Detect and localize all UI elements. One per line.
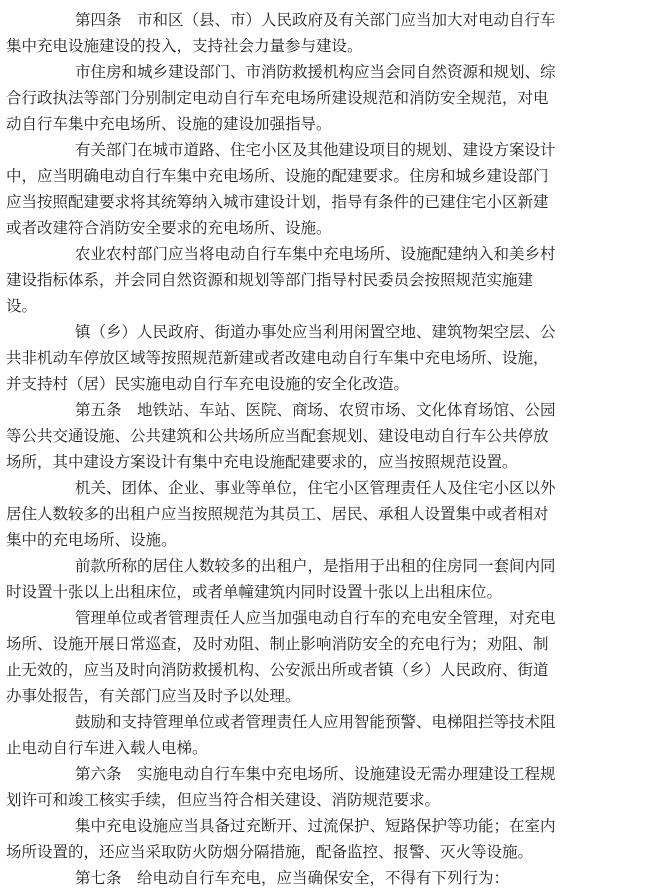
paragraph-line: 市住房和城乡建设部门、市消防救援机构应当会同自然资源和规划、综: [75, 63, 556, 81]
paragraph-line: 场所、设施开展日常巡查，及时劝阻、制止影响消防安全的充电行为；劝阻、制: [6, 635, 549, 653]
paragraph-line: 止无效的，应当及时向消防救援机构、公安派出所或者镇（乡）人民政府、街道: [6, 661, 549, 679]
paragraph-line: 建设指标体系，并会同自然资源和规划等部门指导村民委员会按照规范实施建: [6, 271, 534, 289]
paragraph-line: 场所，其中建设方案设计有集中充电设施配建要求的，应当按照规范设置。: [6, 453, 518, 471]
paragraph-line: 并支持村（居）民实施电动自行车充电设施的安全化改造。: [6, 375, 410, 393]
paragraph-line: 集中的充电场所、设施。: [6, 531, 177, 549]
paragraph-line: 等公共交通设施、公共建筑和公共场所应当配套规划、建设电动自行车公共停放: [6, 427, 549, 445]
watermark-logo: [595, 834, 647, 864]
paragraph-line: 管理单位或者管理责任人应当加强电动自行车的充电安全管理，对充电: [75, 609, 556, 627]
article-7-line-1: 第七条 给电动自行车充电，应当确保安全，不得有下列行为：: [75, 869, 510, 887]
paragraph-line: 机关、团体、企业、事业等单位，住宅小区管理责任人及住宅小区以外: [75, 479, 556, 497]
paragraph-line: 居住人数较多的出租户应当按照规范为其员工、居民、承租人设置集中或者相对: [6, 505, 549, 523]
paragraph-line: 有关部门在城市道路、住宅小区及其他建设项目的规划、建设方案设计: [75, 141, 556, 159]
paragraph-line: 农业农村部门应当将电动自行车集中充电场所、设施配建纳入和美乡村: [75, 245, 556, 263]
paragraph-line: 时设置十张以上出租床位，或者单幢建筑内同时设置十张以上出租床位。: [6, 583, 503, 601]
paragraph-line: 应当按照配建要求将其统筹纳入城市建设计划，指导有条件的已建住宅小区新建: [6, 193, 549, 211]
paragraph-line: 镇（乡）人民政府、街道办事处应当利用闲置空地、建筑物架空层、公: [75, 323, 556, 341]
paragraph-line: 集中充电设施应当具备过充断开、过流保护、短路保护等功能；在室内: [75, 817, 556, 835]
paragraph-line: 场所设置的，还应当采取防火防烟分隔措施，配备监控、报警、灭火等设施。: [6, 843, 534, 861]
article-5-line-1: 第五条 地铁站、车站、医院、商场、农贸市场、文化体育场馆、公园: [75, 401, 556, 419]
paragraph-line: 设。: [6, 297, 38, 315]
paragraph-line: 或者改建符合消防安全要求的充电场所、设施。: [6, 219, 332, 237]
paragraph-line: 前款所称的居住人数较多的出租户，是指用于出租的住房同一套间内同: [75, 557, 556, 575]
paragraph-line: 划许可和竣工核实手续，但应当符合相关建设、消防规范要求。: [6, 791, 441, 809]
paragraph-line: 止电动自行车进入载人电梯。: [6, 739, 208, 757]
article-4-line-1: 第四条 市和区（县、市）人民政府及有关部门应当加大对电动自行车: [75, 11, 556, 29]
paragraph-line: 鼓励和支持管理单位或者管理责任人应用智能预警、电梯阻拦等技术阻: [75, 713, 556, 731]
article-4-line-2: 集中充电设施建设的投入，支持社会力量参与建设。: [6, 37, 363, 55]
paragraph-line: 中，应当明确电动自行车集中充电场所、设施的配建要求。住房和城乡建设部门: [6, 167, 549, 185]
paragraph-line: 共非机动车停放区域等按照规范新建或者改建电动自行车集中充电场所、设施，: [6, 349, 549, 367]
paragraph-line: 动自行车集中充电场所、设施的建设加强指导。: [6, 115, 332, 133]
article-6-line-1: 第六条 实施电动自行车集中充电场所、设施建设无需办理建设工程规: [75, 765, 556, 783]
paragraph-line: 合行政执法等部门分别制定电动自行车充电场所建设规范和消防安全规范，对电: [6, 89, 549, 107]
paragraph-line: 办事处报告，有关部门应当及时予以处理。: [6, 687, 301, 705]
